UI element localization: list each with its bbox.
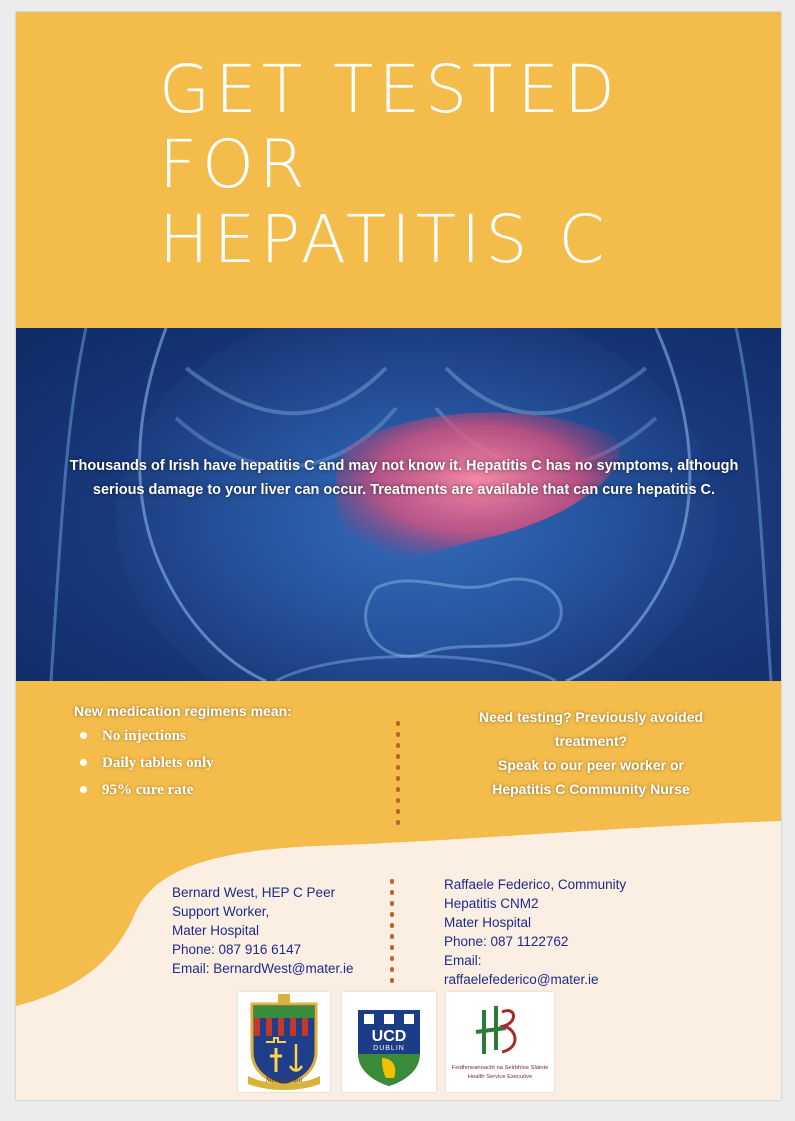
- contact-line: Mater Hospital: [172, 923, 260, 938]
- liver-hero-image: [16, 328, 781, 681]
- bullet-dot-icon: [80, 732, 87, 739]
- contact-line: Bernard West, HEP C Peer: [172, 885, 336, 900]
- ucd-dublin-logo: [342, 992, 436, 1092]
- contact-phone: Phone: 087 916 6147: [172, 942, 302, 957]
- testing-line-3: Speak to our peer worker or: [498, 757, 684, 773]
- bullet-dot-icon: [80, 759, 87, 766]
- benefit-text: Daily tablets only: [102, 755, 214, 771]
- title-line-1: GET TESTED: [159, 51, 620, 128]
- hse-english-name: Health Service Executive: [467, 1074, 533, 1080]
- contact-line: Hepatitis CNM2: [444, 896, 539, 911]
- testing-line-4: Hepatitis C Community Nurse: [492, 781, 690, 797]
- info-section: [16, 681, 781, 1100]
- benefit-item: [74, 779, 374, 801]
- benefits-list: [74, 725, 374, 801]
- bullet-dot-icon: [80, 786, 87, 793]
- testing-line-2: treatment?: [554, 733, 628, 749]
- poster-page: [16, 12, 781, 1100]
- left-arm-outline: [51, 328, 86, 681]
- ucd-name: UCD: [371, 1028, 407, 1045]
- contact-card-nurse: [444, 875, 626, 989]
- testing-callout: [436, 705, 746, 801]
- medication-heading: New medication regimens mean:: [74, 703, 292, 719]
- poster-title: [159, 52, 620, 277]
- right-arm-outline: [736, 328, 771, 681]
- testing-line-1: Need testing? Previously avoided: [478, 709, 704, 725]
- mater-motto: Misericordia: [265, 1076, 303, 1084]
- contact-phone: Phone: 087 1122762: [444, 934, 569, 949]
- contact-line: Support Worker,: [172, 904, 270, 919]
- benefit-text: No injections: [102, 728, 186, 744]
- benefit-text: 95% cure rate: [102, 782, 194, 798]
- mater-hospital-logo: [238, 992, 330, 1092]
- column-divider-top: [396, 721, 402, 831]
- benefit-item: [74, 725, 374, 747]
- header-banner: [16, 12, 781, 328]
- hse-logo: [446, 992, 554, 1092]
- benefit-item: [74, 752, 374, 774]
- contact-card-peer-worker: [172, 883, 354, 978]
- contact-line: Email:: [444, 953, 482, 968]
- contact-line: Raffaele Federico, Community: [444, 877, 627, 892]
- ucd-city: DUBLIN: [373, 1045, 405, 1052]
- contact-email: Email: BernardWest@mater.ie: [172, 961, 354, 976]
- hse-irish-name: Feidhmeannacht na Seirbhíse Sláinte: [451, 1065, 549, 1071]
- column-divider-bottom: [390, 879, 396, 989]
- title-line-3: HEPATITIS C: [159, 201, 610, 278]
- torso-xray-illustration: [16, 328, 781, 681]
- hero-description: Thousands of Irish have hepatitis C and may not know it. Hepatitis C has no symptoms, although serious damage to your liver can occur. Treatments are available that can cure hepatitis C.: [69, 458, 739, 498]
- medication-benefits: [74, 703, 374, 806]
- contact-line: Mater Hospital: [444, 915, 532, 930]
- title-line-2: FOR: [159, 126, 310, 203]
- contact-email: raffaelefederico@mater.ie: [444, 972, 599, 987]
